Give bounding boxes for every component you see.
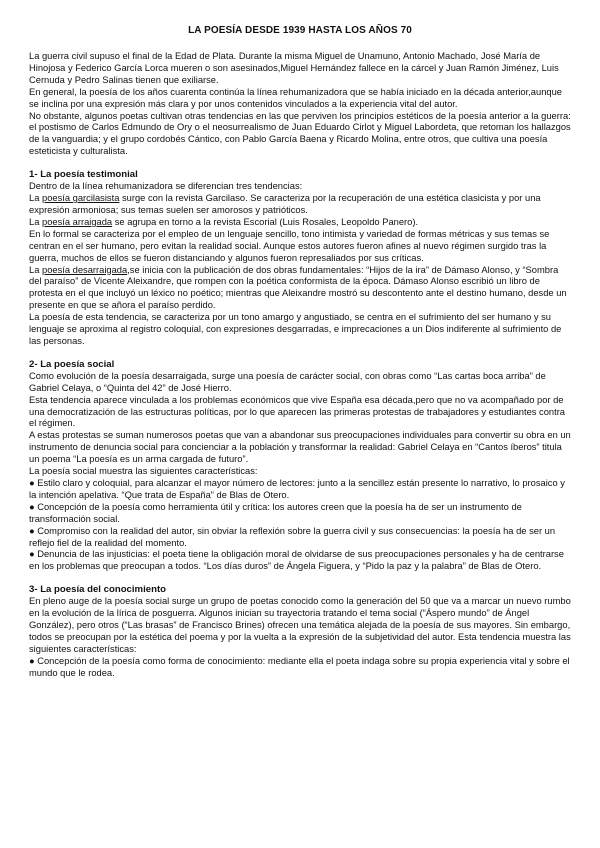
- desarraigada-text: ,se inicia con la publicación de dos obras fundamentales: “Hijos de la ira” de Dámaso Alonso, y “Sombra del paraíso” de Vicente Aleixandre, que rompen con la poética conformista de la época. Dámaso Alonso escribió un libro de protesta en el que incluyó un léxico no poético; mientras que Aleixandre mostró su descontento ante el destino humano, desde un presente en que se añora el paraíso perdido.: [29, 264, 567, 311]
- section-3-heading: 3- La poesía del conocimiento: [29, 584, 167, 596]
- article-text: La: [29, 216, 42, 227]
- section-3-paragraph: En pleno auge de la poesía social surge un grupo de poetas conocido como la generación del 50 que va a marcar un nuevo rumbo en la evolución de la lírica de posguerra. Algunos inician su trayectoria tratando el tema social (“Áspero mundo” de Ángel González), pero otros (“Las brasas” de Francisco Brines) ofrecen una temática alejada de la poesía de sus mayores. Sin embargo, todos se preocupan por la estética del poema y por la vuelta a la expresión de la subjetividad del autor. Esta tendencia muestra las siguientes características:: [29, 596, 571, 654]
- section-2-bullet: ● Concepción de la poesía como herramienta útil y crítica: los autores creen que la poesía ha de ser un instrumento de transformación social.: [29, 501, 522, 524]
- section-2-bullet: ● Denuncia de las injusticias: el poeta tiene la obligación moral de olvidarse de sus preocupaciones personales y ha de centrarse en los problemas que preocupan a todos. “Los días duros” de Ángela Figuera, y “Pido la paz y la palabra” de Blas de Otero.: [29, 549, 564, 572]
- section-1-closing: La poesía de esta tendencia, se caracteriza por un tono amargo y angustiado, se centra en el sufrimiento del ser humano y su lenguaje se aproxima al registro coloquial, con expresiones desgarradas, e imprecaciones a un Dios indiferente al sufrimiento de las personas.: [29, 312, 562, 346]
- intro-paragraph-2: En general, la poesía de los años cuarenta continúa la línea rehumanizadora que se había iniciado en la década anterior,aunque se inclina por una expresión más clara y por unos contenidos vinculados a la experiencia vital del autor.: [29, 86, 562, 109]
- section-1-heading: 1- La poesía testimonial: [29, 169, 138, 181]
- section-2-paragraph: A estas protestas se suman numerosos poetas que van a abandonar sus preocupaciones individuales para convertir su obra en un instrumento de denuncia social para concienciar a la población y transformar la realidad: Gabriel Celaya en “Cantos íberos” titula un poema “La poesía es un arma cargada de futuro”.: [29, 430, 571, 465]
- desarraigada-term: poesía desarraigada: [42, 264, 128, 275]
- article-text: La: [29, 193, 42, 204]
- arraigada-text: se agrupa en torno a la revista Escorial (Luis Rosales, Leopoldo Panero).: [112, 216, 419, 227]
- section-1-lead: Dentro de la línea rehumanizadora se diferencian tres tendencias:: [29, 181, 303, 192]
- arraigada-paragraph: [29, 217, 571, 229]
- article-text: La: [29, 264, 42, 275]
- section-2-heading: 2- La poesía social: [29, 358, 115, 370]
- garcilasista-paragraph: [29, 193, 571, 217]
- section-2-paragraph: Como evolución de la poesía desarraigada, surge una poesía de carácter social, con obras como “Las cartas boca arriba” de Gabriel Celaya, o “Quinta del 42” de José Hierro.: [29, 370, 546, 393]
- desarraigada-paragraph: [29, 265, 571, 313]
- document-title: LA POESÍA DESDE 1939 HASTA LOS AÑOS 70: [188, 25, 412, 36]
- intro-paragraph-3: No obstante, algunos poetas cultivan otras tendencias en las que perviven los principios estéticos de la poesía anterior a la guerra: el postismo de Carlos Edmundo de Ory o el neosurrealismo de Juan Eduardo Cirlot y Miguel Labordeta, que retoman los hallazgos de la vanguardia; y el grupo cordobés Cántico, con Pablo García Baena y Ricardo Molina, entre otros, que cultiva una poesía esteticista y culturalista.: [29, 110, 571, 157]
- section-2-paragraph: Esta tendencia aparece vinculada a los problemas económicos que vive España esa década,pero que no va acompañado por de una democratización de las estructuras políticas, por lo que aparecen las primeras protestas de trabajadores y estudiantes contra el régimen.: [29, 394, 566, 429]
- formal-paragraph: En lo formal se caracteriza por el empleo de un lenguaje sencillo, tono intimista y variedad de formas métricas y sus temas se centran en el ser humano, pero evitan la realidad social. Aunque estos autores fueron afines al nuevo régimen surgido tras la guerra, muchos de ellos se fueron distanciando y algunos fueron represaliados por sus críticas.: [29, 228, 550, 263]
- garcilasista-term: poesía garcilasista: [42, 193, 120, 204]
- arraigada-term: poesía arraigada: [42, 216, 113, 227]
- section-3-bullet: ● Concepción de la poesía como forma de conocimiento: mediante ella el poeta indaga sobre su propia experiencia vital y sobre el mundo que le rodea.: [29, 655, 570, 678]
- section-2-paragraph: La poesía social muestra las siguientes características:: [29, 466, 258, 477]
- intro-paragraph-1: La guerra civil supuso el final de la Edad de Plata. Durante la misma Miguel de Unamuno, Antonio Machado, José María de Hinojosa y Federico García Lorca mueren o son asesinados,Miguel Hernández fallece en la cárcel y Juan Ramón Jiménez, Luis Cernuda y Pedro Salinas tienen que exiliarse.: [29, 51, 559, 85]
- section-2-bullet: ● Compromiso con la realidad del autor, sin obviar la reflexión sobre la guerra civil y sus consecuencias: la poesía ha de ser un reflejo fiel de la realidad del momento.: [29, 525, 556, 548]
- section-2-bullet: ● Estilo claro y coloquial, para alcanzar el mayor número de lectores: junto a la sencillez están presente lo narrativo, lo prosaico y la intención apelativa. “Que trata de España” de Blas de Otero.: [29, 478, 565, 500]
- garcilasista-text: surge con la revista Garcilaso. Se caracteriza por la recuperación de una estética clasicista y por una expresión armoniosa; sus temas suelen ser amorosos y patrióticos.: [29, 193, 541, 215]
